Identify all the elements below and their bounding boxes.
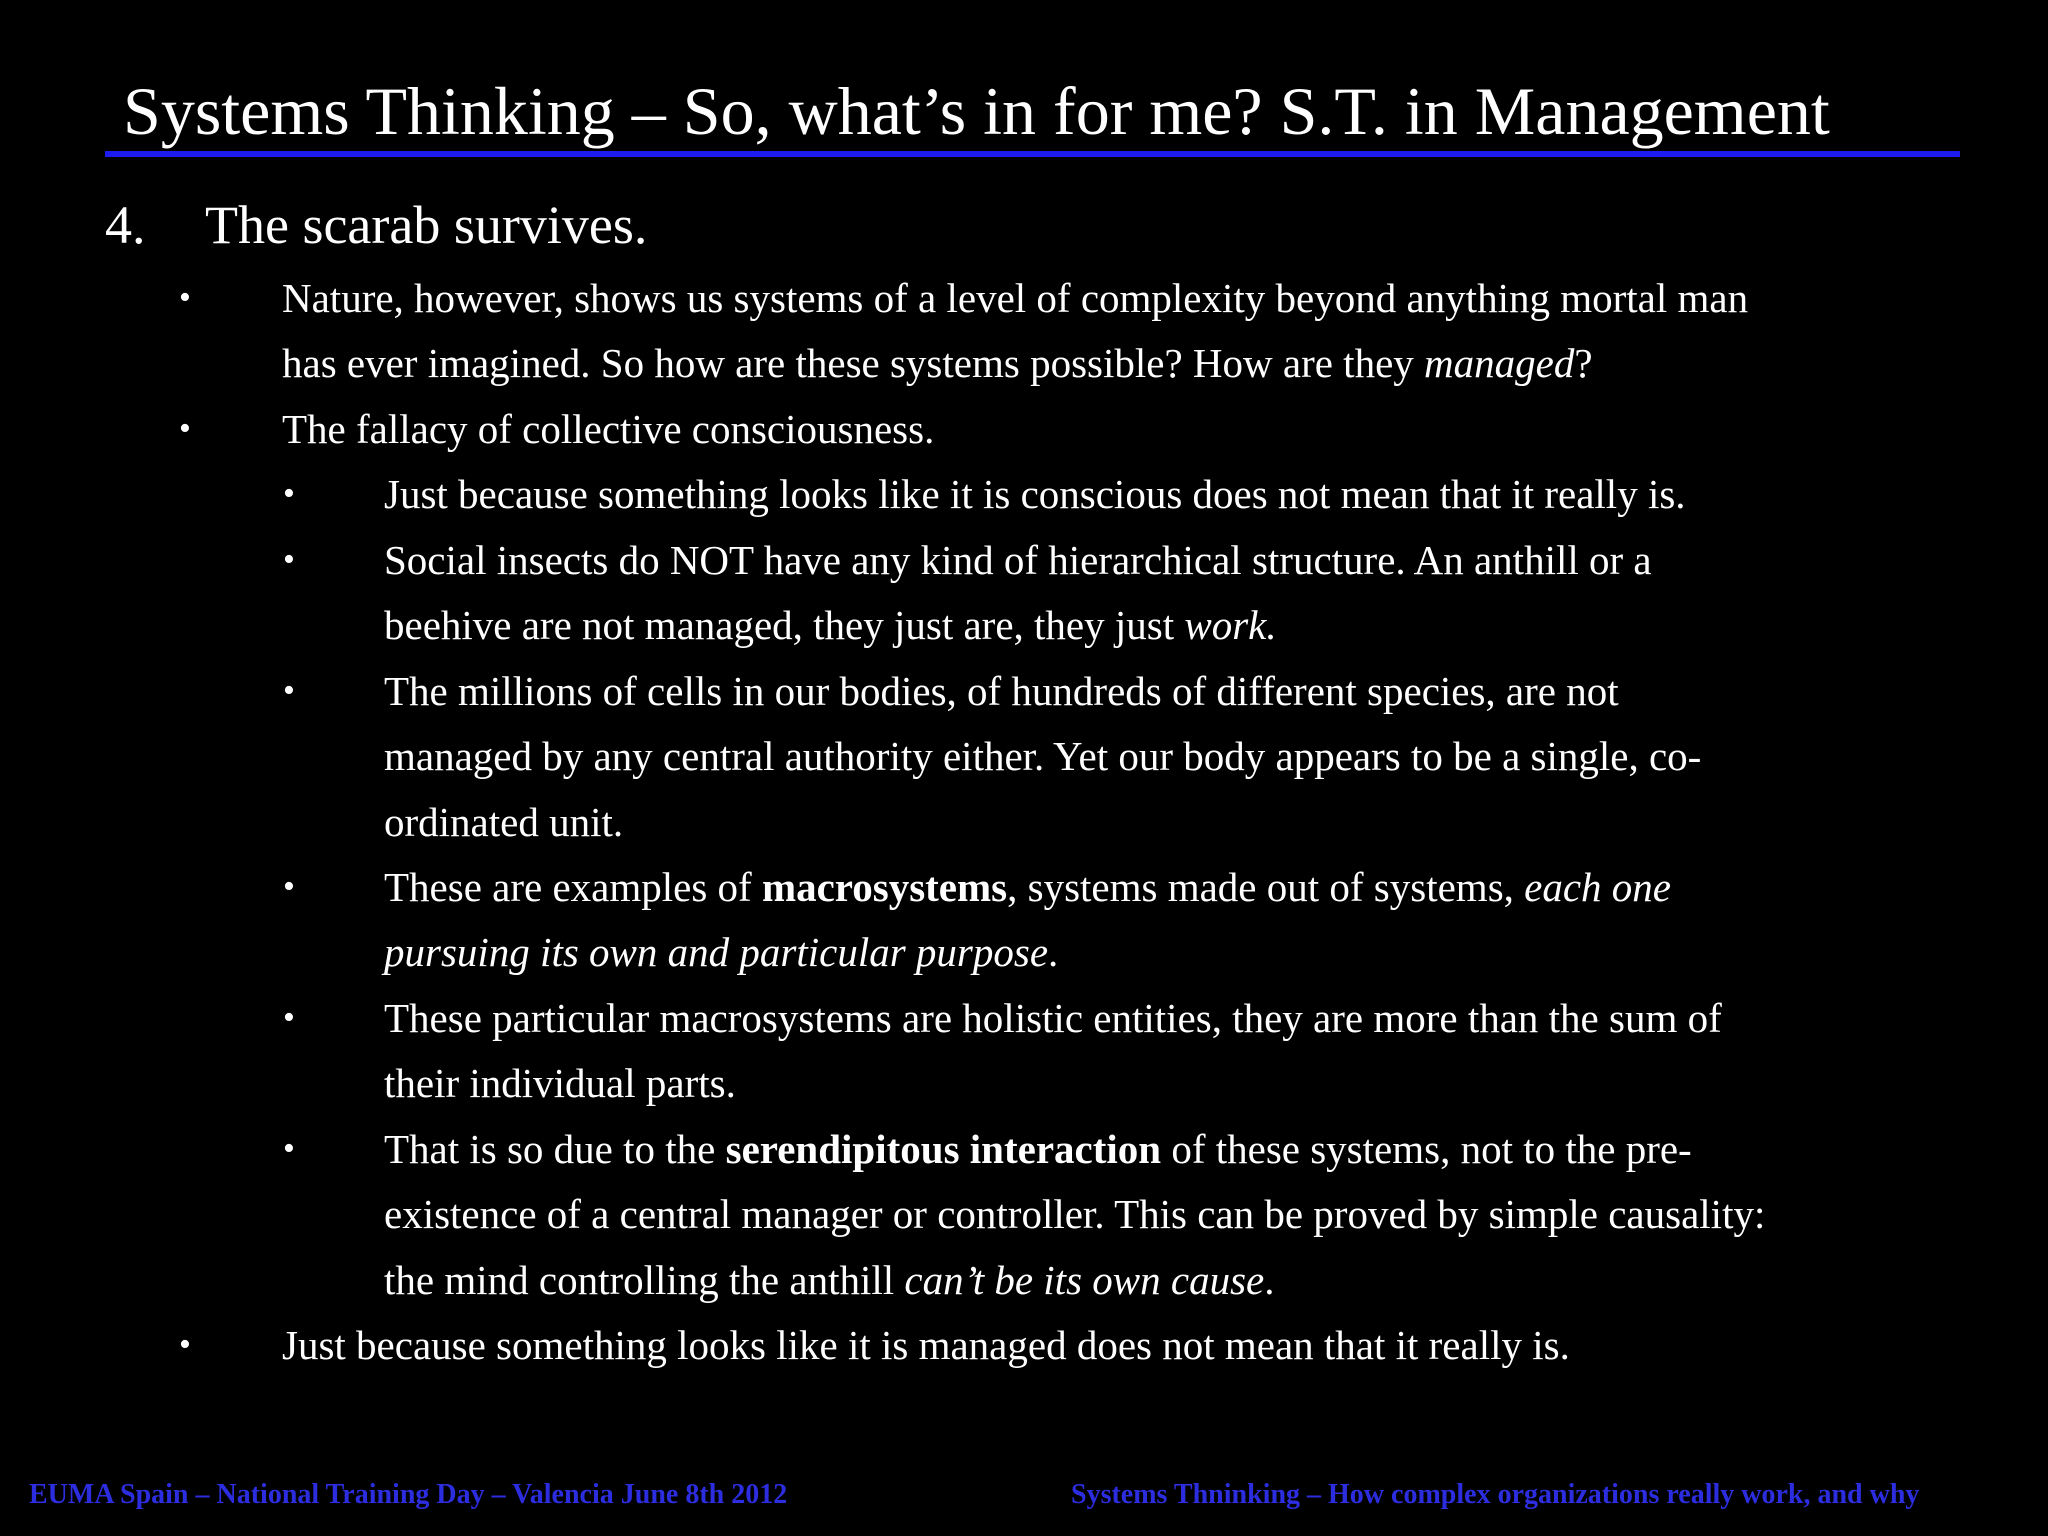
text-run: That is so due to the: [384, 1126, 726, 1172]
sub-bullet-text-line: their individual parts.: [384, 1060, 736, 1106]
footer-right-text: Systems Thninking – How complex organizations really work, and why: [1071, 1479, 1920, 1510]
text-run: .: [1264, 1257, 1275, 1303]
sub-bullet-marker: •: [283, 541, 295, 578]
section-heading: [105, 192, 647, 258]
bold-text: serendipitous interaction: [725, 1126, 1162, 1172]
emphasis-text: managed: [1424, 340, 1575, 386]
sub-bullet-text-line: [384, 595, 1277, 655]
sub-bullet-marker: •: [283, 868, 295, 905]
sub-bullet-text-line: Social insects do NOT have any kind of hierarchical structure. An anthill or a: [384, 537, 1652, 583]
text-run: , systems made out of systems,: [1007, 864, 1525, 910]
sub-bullet-text-line: [384, 922, 1058, 982]
bullet-marker: •: [179, 410, 191, 447]
slide-title: Systems Thinking – So, what’s in for me? S.T. in Management: [123, 73, 1830, 149]
text-run: .: [1048, 929, 1059, 975]
sub-bullet-text-line: These particular macrosystems are holistic entities, they are more than the sum of: [384, 995, 1722, 1041]
sub-bullet-text-line: managed by any central authority either. Yet our body appears to be a single, co-: [384, 733, 1702, 779]
heading-text: The scarab survives.: [205, 195, 648, 255]
sub-bullet-text-line: existence of a central manager or controller. This can be proved by simple causality:: [384, 1191, 1766, 1237]
emphasis-text: work.: [1184, 602, 1277, 648]
sub-bullet-text-line: [384, 1119, 1692, 1179]
emphasis-text: pursuing its own and particular purpose: [384, 929, 1049, 975]
sub-bullet-text-line: [384, 857, 1671, 917]
sub-bullet-marker: •: [283, 475, 295, 512]
sub-bullet-text-line: Just because something looks like it is conscious does not mean that it really is.: [384, 471, 1686, 517]
sub-bullet-marker: •: [283, 1130, 295, 1167]
bullet-marker: •: [179, 279, 191, 316]
bullet-text-line: Nature, however, shows us systems of a level of complexity beyond anything mortal man: [282, 275, 1749, 321]
bullet-text-line: The fallacy of collective consciousness.: [282, 406, 935, 452]
sub-bullet-marker: •: [283, 672, 295, 709]
footer-left-text: EUMA Spain – National Training Day – Valencia June 8th 2012: [29, 1479, 788, 1510]
emphasis-text: can’t be its own cause: [904, 1257, 1265, 1303]
bullet-marker: •: [179, 1326, 191, 1363]
heading-number: 4.: [105, 195, 146, 255]
sub-bullet-text-line: The millions of cells in our bodies, of hundreds of different species, are not: [384, 668, 1619, 714]
text-run: the mind controlling the anthill: [384, 1257, 905, 1303]
text-run: of these systems, not to the pre-: [1161, 1126, 1692, 1172]
text-run: These are examples of: [384, 864, 762, 910]
sub-bullet-text-line: [384, 1250, 1274, 1310]
text-run: has ever imagined. So how are these systems possible? How are they: [282, 340, 1425, 386]
emphasis-text: each one: [1524, 864, 1671, 910]
text-run: ?: [1574, 340, 1593, 386]
bold-text: macrosystems: [761, 864, 1008, 910]
bullet-text-line: [282, 333, 1593, 393]
bullet-text-line: Just because something looks like it is managed does not mean that it really is.: [282, 1322, 1570, 1368]
text-run: beehive are not managed, they just are, they just: [384, 602, 1185, 648]
sub-bullet-text-line: ordinated unit.: [384, 799, 624, 845]
sub-bullet-marker: •: [283, 999, 295, 1036]
title-divider: [105, 151, 1960, 157]
